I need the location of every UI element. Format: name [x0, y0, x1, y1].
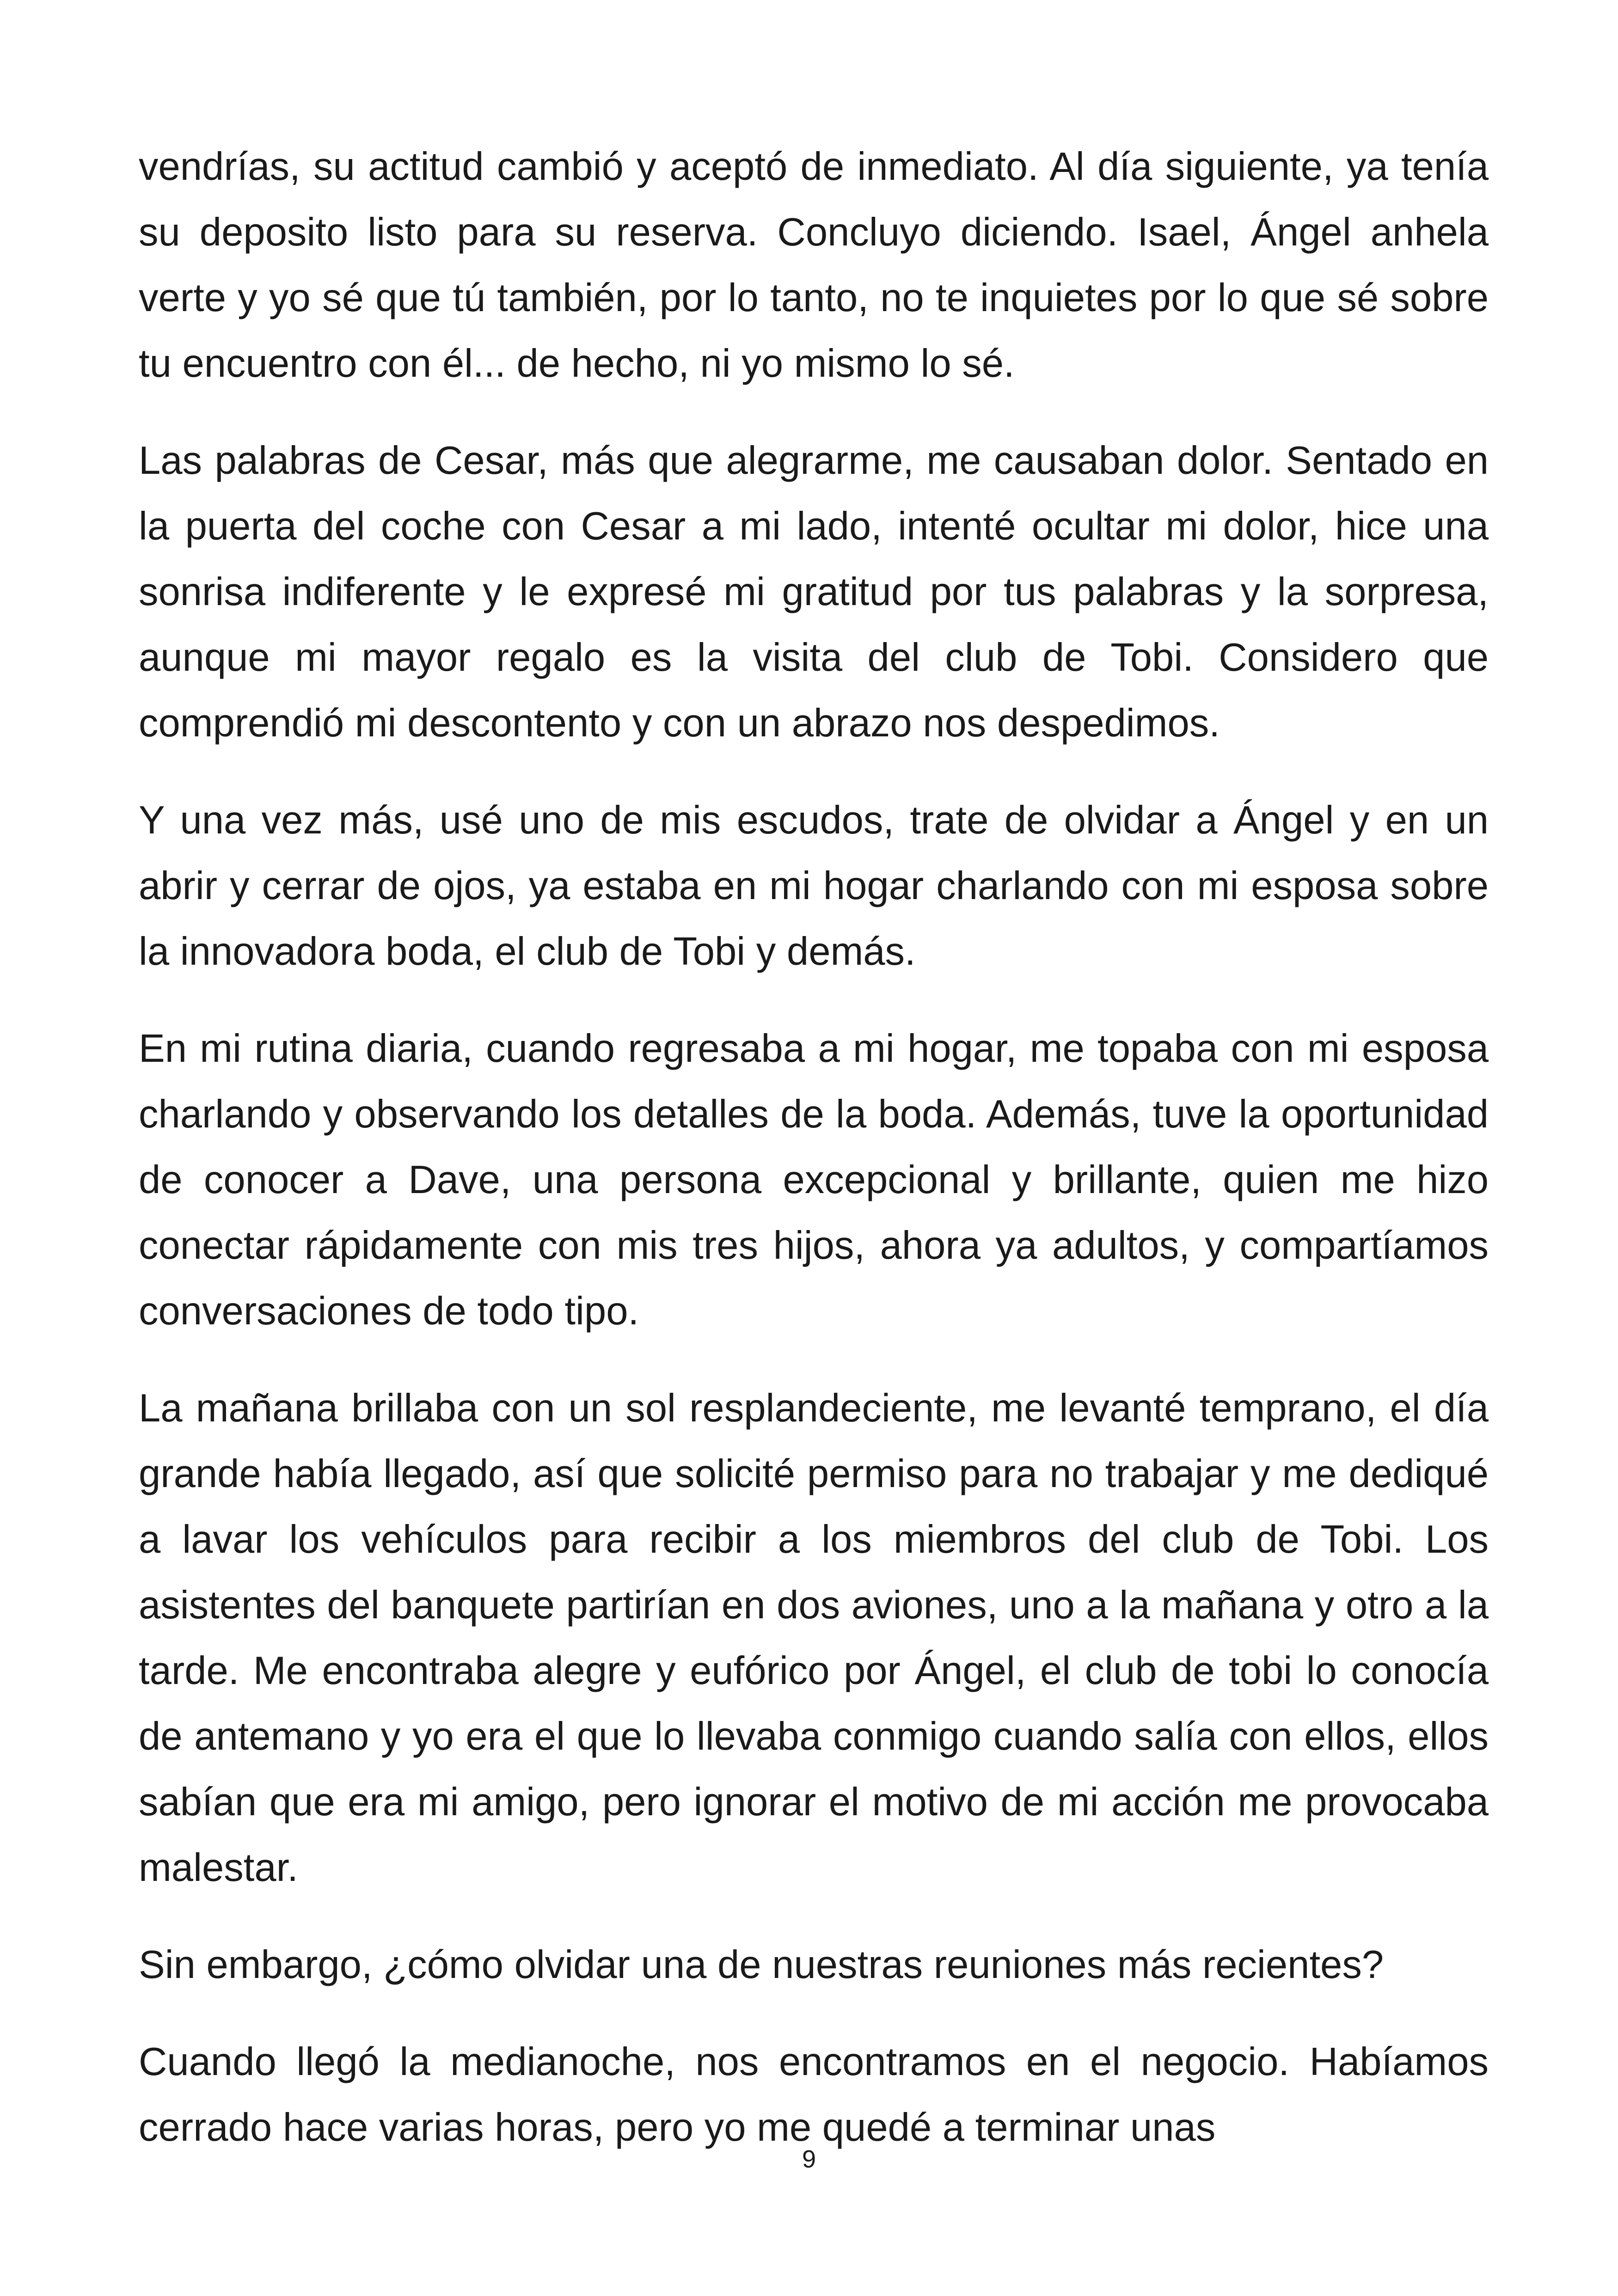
- paragraph-1: vendrías, su actitud cambió y aceptó de inmediato. Al día siguiente, ya tenía su deposito listo para su reserva. Concluyo diciendo. Isael, Ángel anhela verte y yo sé que tú también, por lo tanto, no te inquietes por lo que sé sobre tu encuentro con él... de hecho, ni yo mismo lo sé.: [139, 145, 1489, 386]
- paragraph-2: Las palabras de Cesar, más que alegrarme, me causaban dolor. Sentado en la puerta del coche con Cesar a mi lado, intenté ocultar mi dolor, hice una sonrisa indiferente y le expresé mi gratitud por tus palabras y la sorpresa, aunque mi mayor regalo es la visita del club de Tobi. Considero que comprendió mi descontento y con un abrazo nos despedimos.: [139, 439, 1489, 745]
- paragraph-3: Y una vez más, usé uno de mis escudos, trate de olvidar a Ángel y en un abrir y cerrar de ojos, ya estaba en mi hogar charlando con mi esposa sobre la innovadora boda, el club de Tobi y demás.: [139, 798, 1489, 974]
- page-number: 9: [802, 2145, 816, 2173]
- paragraph-6: Sin embargo, ¿cómo olvidar una de nuestras reuniones más recientes?: [139, 1943, 1384, 1987]
- paragraph-4: En mi rutina diaria, cuando regresaba a mi hogar, me topaba con mi esposa charlando y observando los detalles de la boda. Además, tuve la oportunidad de conocer a Dave, una persona excepcional y brillante, quien me hizo conectar rápidamente con mis tres hijos, ahora ya adultos, y compartíamos conversaciones de todo tipo.: [139, 1027, 1489, 1333]
- paragraph-7: Cuando llegó la medianoche, nos encontramos en el negocio. Habíamos cerrado hace varias horas, pero yo me quedé a terminar unas: [139, 2040, 1489, 2149]
- paragraph-5: La mañana brillaba con un sol resplandeciente, me levanté temprano, el día grande había llegado, así que solicité permiso para no trabajar y me dediqué a lavar los vehículos para recibir a los miembros del club de Tobi. Los asistentes del banquete partirían en dos aviones, uno a la mañana y otro a la tarde. Me encontraba alegre y eufórico por Ángel, el club de tobi lo conocía de antemano y yo era el que lo llevaba conmigo cuando salía con ellos, ellos sabían que era mi amigo, pero ignorar el motivo de mi acción me provocaba malestar.: [139, 1386, 1489, 1890]
- body-text: [139, 134, 1489, 2161]
